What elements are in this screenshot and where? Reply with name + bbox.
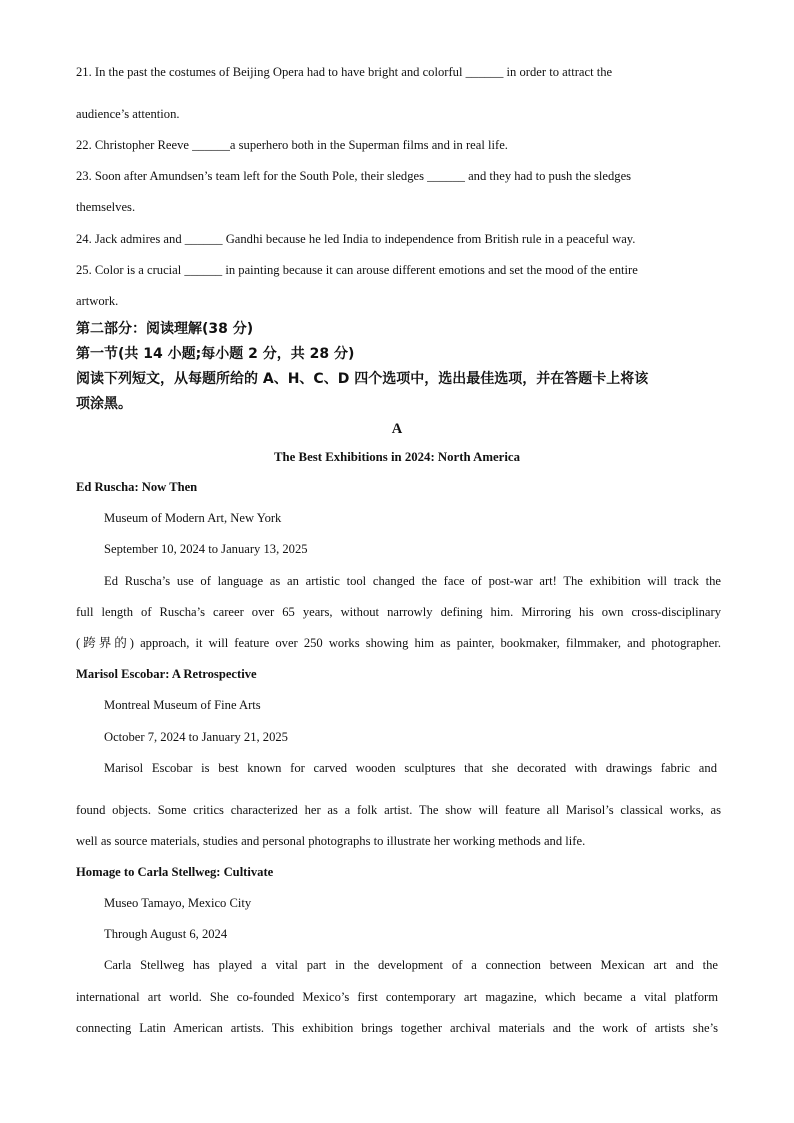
exhibition-2-name: Marisol Escobar: A Retrospective (76, 667, 257, 681)
question-23-line-2: themselves. (76, 200, 136, 214)
exhibition-3-dates: Through August 6, 2024 (104, 927, 228, 941)
exhibition-3-desc-line-2: international art world. She co-founded Mexico’s first contemporary art magazine, which became a vital platform (76, 990, 718, 1004)
exhibition-2-desc-line-2: found objects. Some critics characterized her as a folk artist. The show will feature all Marisol’s classical works, as (76, 803, 721, 817)
instruction-line-2: 项涂黑。 (76, 396, 132, 412)
exhibition-2-dates: October 7, 2024 to January 21, 2025 (104, 730, 288, 744)
question-25-line-2: artwork. (76, 294, 119, 308)
question-24: 24. Jack admires and ______ Gandhi because he led India to independence from British rule in a peaceful way. (76, 232, 636, 246)
exhibition-3-desc-line-3: connecting Latin American artists. This exhibition brings together archival materials and the work of artists she’s (76, 1021, 718, 1035)
instruction-line-1: 阅读下列短文，从每题所给的 A、H、C、D 四个选项中，选出最佳选项，并在答题卡上将该 (76, 371, 649, 387)
passage-title: The Best Exhibitions in 2024: North America (274, 450, 520, 464)
exhibition-3-desc-line-1: Carla Stellweg has played a vital part in the development of a connection between Mexican art and the (104, 958, 718, 972)
exhibition-1-desc-line-1: Ed Ruscha’s use of language as an artistic tool changed the face of post-war art! The exhibition will track the (104, 574, 721, 588)
exhibition-2-desc-line-1: Marisol Escobar is best known for carved wooden sculptures that she decorated with drawings fabric and (104, 761, 717, 775)
exhibition-2-venue: Montreal Museum of Fine Arts (104, 698, 261, 712)
exhibition-1-desc-line-2: full length of Ruscha’s career over 65 years, without narrowly defining him. Mirroring his own cross-disciplinary (76, 605, 721, 619)
question-23-line-1: 23. Soon after Amundsen’s team left for the South Pole, their sledges ______ and they had to push the sledges (76, 169, 632, 183)
question-22: 22. Christopher Reeve ______a superhero both in the Superman films and in real life. (76, 138, 508, 152)
section1-heading: 第一节(共 14 小题;每小题 2 分，共 28 分) (76, 346, 355, 362)
exhibition-3-venue: Museo Tamayo, Mexico City (104, 896, 252, 910)
passage-letter: A (391, 421, 403, 437)
exhibition-1-name: Ed Ruscha: Now Then (76, 480, 198, 494)
question-21-line-2: audience’s attention. (76, 107, 180, 121)
part2-heading: 第二部分：阅读理解(38 分) (76, 321, 254, 337)
exhibition-2-desc-line-3: well as source materials, studies and personal photographs to illustrate her working methods and life. (76, 834, 586, 848)
exhibition-1-dates: September 10, 2024 to January 13, 2025 (104, 542, 308, 556)
exhibition-3-name: Homage to Carla Stellweg: Cultivate (76, 865, 274, 879)
question-21-line-1: 21. In the past the costumes of Beijing Opera had to have bright and colorful ______ in order to attract the (76, 65, 613, 79)
exhibition-1-venue: Museum of Modern Art, New York (104, 511, 282, 525)
exhibition-1-desc-line-3: (跨界的) approach, it will feature over 250 works showing him as painter, bookmaker, filmmaker, and photographer. (76, 636, 721, 650)
question-25-line-1: 25. Color is a crucial ______ in painting because it can arouse different emotions and set the mood of the entire (76, 263, 638, 277)
